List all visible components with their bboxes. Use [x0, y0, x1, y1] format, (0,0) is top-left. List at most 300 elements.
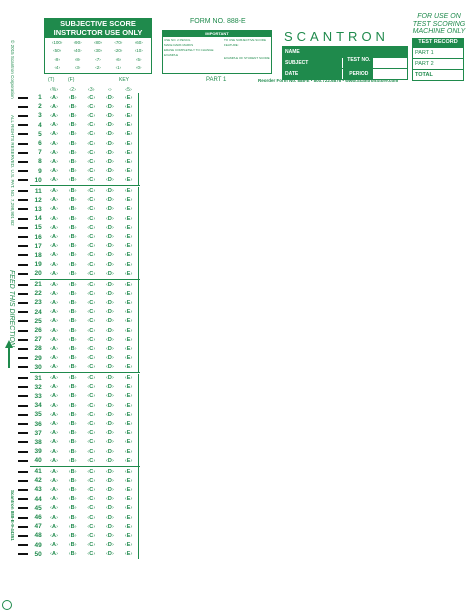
- answer-bubble-b[interactable]: ‹B›: [68, 243, 77, 250]
- answer-bubble-d[interactable]: ‹D›: [106, 168, 114, 175]
- answer-bubble-e[interactable]: ‹E›: [124, 131, 133, 138]
- answer-bubble-b[interactable]: ‹B›: [68, 149, 77, 156]
- answer-bubble-d[interactable]: ‹D›: [106, 103, 114, 110]
- answer-bubble-c[interactable]: ‹C›: [87, 131, 96, 138]
- answer-bubble-a[interactable]: ‹A›: [50, 188, 59, 195]
- answer-bubble-c[interactable]: ‹C›: [87, 532, 96, 539]
- score-bubble[interactable]: ‹20›: [114, 48, 123, 54]
- answer-bubble-d[interactable]: ‹D›: [106, 551, 114, 558]
- answer-bubble-b[interactable]: ‹B›: [68, 384, 77, 391]
- answer-bubble-a[interactable]: ‹A›: [50, 542, 59, 549]
- answer-bubble-a[interactable]: ‹A›: [50, 505, 59, 512]
- answer-bubble-e[interactable]: ‹E›: [124, 140, 133, 147]
- answer-bubble-e[interactable]: ‹E›: [124, 261, 133, 268]
- answer-bubble-a[interactable]: ‹A›: [50, 224, 59, 231]
- answer-bubble-e[interactable]: ‹E›: [124, 299, 133, 306]
- answer-bubble-c[interactable]: ‹C›: [87, 523, 96, 530]
- answer-bubble-d[interactable]: ‹D›: [106, 402, 114, 409]
- answer-bubble-b[interactable]: ‹B›: [68, 336, 77, 343]
- answer-bubble-d[interactable]: ‹D›: [106, 439, 114, 446]
- answer-bubble-b[interactable]: ‹B›: [68, 188, 77, 195]
- answer-bubble-a[interactable]: ‹A›: [50, 514, 59, 521]
- answer-bubble-c[interactable]: ‹C›: [87, 224, 96, 231]
- timing-mark: [18, 357, 28, 359]
- timing-mark: [18, 97, 28, 99]
- answer-bubble-e[interactable]: ‹E›: [124, 149, 133, 156]
- timing-mark: [18, 218, 28, 220]
- answer-bubble-d[interactable]: ‹D›: [106, 318, 114, 325]
- answer-bubble-b[interactable]: ‹B›: [68, 542, 77, 549]
- score-bubble[interactable]: ‹1›: [115, 65, 122, 71]
- answer-bubble-e[interactable]: ‹E›: [124, 215, 133, 222]
- answer-bubble-b[interactable]: ‹B›: [68, 168, 77, 175]
- answer-bubble-d[interactable]: ‹D›: [106, 393, 114, 400]
- answer-bubble-c[interactable]: ‹C›: [87, 158, 96, 165]
- score-bubble[interactable]: ‹10›: [134, 48, 143, 54]
- answer-bubble-d[interactable]: ‹D›: [106, 384, 114, 391]
- answer-bubble-a[interactable]: ‹A›: [50, 122, 59, 129]
- answer-bubble-b[interactable]: ‹B›: [68, 197, 77, 204]
- answer-bubble-d[interactable]: ‹D›: [106, 188, 114, 195]
- answer-bubble-e[interactable]: ‹E›: [124, 486, 133, 493]
- answer-bubble-c[interactable]: ‹C›: [87, 542, 96, 549]
- answer-bubble-a[interactable]: ‹A›: [50, 309, 59, 316]
- answer-bubble-c[interactable]: ‹C›: [87, 290, 96, 297]
- answer-bubble-e[interactable]: ‹E›: [124, 243, 133, 250]
- score-bubble[interactable]: ‹30›: [93, 48, 102, 54]
- score-bubble[interactable]: ‹8›: [74, 56, 81, 62]
- answer-bubble-c[interactable]: ‹C›: [87, 177, 96, 184]
- answer-bubble-c[interactable]: ‹C›: [87, 551, 96, 558]
- answer-bubble-e[interactable]: ‹E›: [124, 457, 133, 464]
- key-bubble[interactable]: ‹%›: [49, 86, 59, 93]
- question-row: [30, 495, 138, 504]
- answer-bubble-a[interactable]: ‹A›: [50, 477, 59, 484]
- answer-bubble-d[interactable]: ‹D›: [106, 94, 114, 101]
- answer-bubble-c[interactable]: ‹C›: [87, 496, 96, 503]
- answer-bubble-c[interactable]: ‹C›: [87, 318, 96, 325]
- answer-bubble-a[interactable]: ‹A›: [50, 421, 59, 428]
- answer-bubble-b[interactable]: ‹B›: [68, 457, 77, 464]
- answer-bubble-d[interactable]: ‹D›: [106, 215, 114, 222]
- answer-bubble-d[interactable]: ‹D›: [106, 158, 114, 165]
- answer-bubble-e[interactable]: ‹E›: [124, 514, 133, 521]
- answer-bubble-b[interactable]: ‹B›: [68, 486, 77, 493]
- question-row: [30, 148, 138, 157]
- answer-bubble-c[interactable]: ‹C›: [87, 188, 96, 195]
- answer-bubble-a[interactable]: ‹A›: [50, 486, 59, 493]
- answer-bubble-c[interactable]: ‹C›: [87, 234, 96, 241]
- answer-bubble-e[interactable]: ‹E›: [124, 168, 133, 175]
- answer-bubble-d[interactable]: ‹D›: [106, 542, 114, 549]
- answer-bubble-e[interactable]: ‹E›: [124, 94, 133, 101]
- answer-bubble-e[interactable]: ‹E›: [124, 448, 133, 455]
- score-bubble[interactable]: ‹90›: [73, 39, 82, 45]
- name-field[interactable]: NAME: [283, 47, 407, 57]
- answer-bubble-b[interactable]: ‹B›: [68, 140, 77, 147]
- answer-bubble-a[interactable]: ‹A›: [50, 149, 59, 156]
- answer-bubble-c[interactable]: ‹C›: [87, 140, 96, 147]
- answer-bubble-e[interactable]: ‹E›: [124, 430, 133, 437]
- answer-bubble-a[interactable]: ‹A›: [50, 411, 59, 418]
- answer-bubble-c[interactable]: ‹C›: [87, 103, 96, 110]
- answer-bubble-e[interactable]: ‹E›: [124, 336, 133, 343]
- answer-bubble-e[interactable]: ‹E›: [124, 477, 133, 484]
- answer-bubble-c[interactable]: ‹C›: [87, 439, 96, 446]
- answer-bubble-a[interactable]: ‹A›: [50, 290, 59, 297]
- answer-bubble-b[interactable]: ‹B›: [68, 224, 77, 231]
- key-bubble[interactable]: ‹3›: [88, 86, 95, 93]
- timing-mark: [18, 199, 28, 201]
- answer-bubble-e[interactable]: ‹E›: [124, 393, 133, 400]
- answer-bubble-b[interactable]: ‹B›: [68, 448, 77, 455]
- answer-bubble-d[interactable]: ‹D›: [106, 149, 114, 156]
- score-bubble[interactable]: ‹70›: [114, 39, 123, 45]
- answer-bubble-d[interactable]: ‹D›: [106, 336, 114, 343]
- answer-bubble-a[interactable]: ‹A›: [50, 299, 59, 306]
- answer-bubble-e[interactable]: ‹E›: [124, 281, 133, 288]
- answer-bubble-c[interactable]: ‹C›: [87, 411, 96, 418]
- answer-bubble-c[interactable]: ‹C›: [87, 309, 96, 316]
- answer-bubble-e[interactable]: ‹E›: [124, 375, 133, 382]
- answer-bubble-e[interactable]: ‹E›: [124, 290, 133, 297]
- answer-bubble-d[interactable]: ‹D›: [106, 299, 114, 306]
- question-number: 18: [34, 251, 42, 259]
- answer-bubble-a[interactable]: ‹A›: [50, 468, 59, 475]
- answer-bubble-b[interactable]: ‹B›: [68, 177, 77, 184]
- date-field[interactable]: DATE: [283, 69, 342, 79]
- answer-bubble-a[interactable]: ‹A›: [50, 402, 59, 409]
- answer-bubble-b[interactable]: ‹B›: [68, 402, 77, 409]
- answer-bubble-e[interactable]: ‹E›: [124, 188, 133, 195]
- answer-bubble-b[interactable]: ‹B›: [68, 439, 77, 446]
- answer-bubble-c[interactable]: ‹C›: [87, 430, 96, 437]
- question-number: 6: [38, 140, 42, 148]
- score-bubble[interactable]: ‹100›: [51, 39, 63, 45]
- answer-bubble-d[interactable]: ‹D›: [106, 448, 114, 455]
- answer-bubble-d[interactable]: ‹D›: [106, 270, 114, 277]
- answer-bubble-e[interactable]: ‹E›: [124, 551, 133, 558]
- answer-bubble-d[interactable]: ‹D›: [106, 122, 114, 129]
- answer-bubble-c[interactable]: ‹C›: [87, 122, 96, 129]
- answer-bubble-e[interactable]: ‹E›: [124, 252, 133, 259]
- answer-bubble-d[interactable]: ‹D›: [106, 411, 114, 418]
- timing-mark: [18, 386, 28, 388]
- answer-bubble-a[interactable]: ‹A›: [50, 336, 59, 343]
- answer-bubble-b[interactable]: ‹B›: [68, 158, 77, 165]
- answer-bubble-d[interactable]: ‹D›: [106, 430, 114, 437]
- answer-bubble-d[interactable]: ‹D›: [106, 112, 114, 119]
- score-row: [45, 55, 151, 64]
- answer-bubble-c[interactable]: ‹C›: [87, 206, 96, 213]
- score-bubble[interactable]: ‹60›: [134, 39, 143, 45]
- answer-bubble-b[interactable]: ‹B›: [68, 345, 77, 352]
- timing-mark: [18, 115, 28, 117]
- answer-bubble-d[interactable]: ‹D›: [106, 206, 114, 213]
- answer-bubble-b[interactable]: ‹B›: [68, 393, 77, 400]
- answer-bubble-b[interactable]: ‹B›: [68, 327, 77, 334]
- answer-bubble-c[interactable]: ‹C›: [87, 421, 96, 428]
- answer-bubble-d[interactable]: ‹D›: [106, 355, 114, 362]
- answer-bubble-c[interactable]: ‹C›: [87, 345, 96, 352]
- answer-bubble-c[interactable]: ‹C›: [87, 94, 96, 101]
- answer-bubble-d[interactable]: ‹D›: [106, 261, 114, 268]
- answer-bubble-c[interactable]: ‹C›: [87, 299, 96, 306]
- answer-bubble-b[interactable]: ‹B›: [68, 131, 77, 138]
- answer-bubble-a[interactable]: ‹A›: [50, 439, 59, 446]
- answer-bubble-e[interactable]: ‹E›: [124, 177, 133, 184]
- answer-bubble-d[interactable]: ‹D›: [106, 496, 114, 503]
- answer-bubble-e[interactable]: ‹E›: [124, 542, 133, 549]
- answer-bubble-d[interactable]: ‹D›: [106, 345, 114, 352]
- answer-bubble-c[interactable]: ‹C›: [87, 215, 96, 222]
- answer-bubble-a[interactable]: ‹A›: [50, 281, 59, 288]
- answer-bubble-b[interactable]: ‹B›: [68, 364, 77, 371]
- score-bubble[interactable]: ‹3›: [74, 65, 81, 71]
- answer-bubble-c[interactable]: ‹C›: [87, 355, 96, 362]
- answer-bubble-c[interactable]: ‹C›: [87, 393, 96, 400]
- answer-bubble-b[interactable]: ‹B›: [68, 430, 77, 437]
- answer-bubble-a[interactable]: ‹A›: [50, 355, 59, 362]
- period-field[interactable]: PERIOD: [342, 69, 373, 79]
- answer-bubble-e[interactable]: ‹E›: [124, 318, 133, 325]
- answer-bubble-b[interactable]: ‹B›: [68, 375, 77, 382]
- answer-bubble-b[interactable]: ‹B›: [68, 252, 77, 259]
- key-bubble[interactable]: ‹5›: [125, 86, 133, 93]
- answer-bubble-d[interactable]: ‹D›: [106, 421, 114, 428]
- answer-bubble-b[interactable]: ‹B›: [68, 309, 77, 316]
- answer-bubble-d[interactable]: ‹D›: [106, 197, 114, 204]
- answer-bubble-b[interactable]: ‹B›: [68, 523, 77, 530]
- score-bubble[interactable]: ‹7›: [95, 56, 101, 62]
- timing-mark: [18, 423, 28, 425]
- answer-bubble-e[interactable]: ‹E›: [124, 224, 133, 231]
- test-no-field[interactable]: TEST NO.: [342, 58, 373, 68]
- answer-bubble-b[interactable]: ‹B›: [68, 532, 77, 539]
- answer-bubble-d[interactable]: ‹D›: [106, 252, 114, 259]
- key-bubble[interactable]: ‹2›: [69, 86, 77, 93]
- answer-bubble-c[interactable]: ‹C›: [87, 477, 96, 484]
- answer-bubble-b[interactable]: ‹B›: [68, 468, 77, 475]
- answer-bubble-d[interactable]: ‹D›: [106, 327, 114, 334]
- answer-bubble-d[interactable]: ‹D›: [106, 243, 114, 250]
- answer-bubble-d[interactable]: ‹D›: [106, 234, 114, 241]
- answer-bubble-d[interactable]: ‹D›: [106, 477, 114, 484]
- answer-bubble-a[interactable]: ‹A›: [50, 496, 59, 503]
- answer-bubble-a[interactable]: ‹A›: [50, 393, 59, 400]
- answer-bubble-e[interactable]: ‹E›: [124, 468, 133, 475]
- answer-bubble-e[interactable]: ‹E›: [124, 206, 133, 213]
- question-row: [30, 289, 138, 298]
- question-row: [30, 102, 138, 111]
- answer-bubble-a[interactable]: ‹A›: [50, 270, 59, 277]
- answer-bubble-c[interactable]: ‹C›: [87, 243, 96, 250]
- answer-bubble-a[interactable]: ‹A›: [50, 327, 59, 334]
- question-number: 31: [34, 374, 42, 382]
- answer-bubble-a[interactable]: ‹A›: [50, 318, 59, 325]
- answer-bubble-e[interactable]: ‹E›: [124, 112, 133, 119]
- answer-bubble-c[interactable]: ‹C›: [87, 402, 96, 409]
- answer-bubble-b[interactable]: ‹B›: [68, 112, 77, 119]
- score-bubble[interactable]: ‹0›: [136, 65, 142, 71]
- answer-bubble-e[interactable]: ‹E›: [124, 402, 133, 409]
- answer-bubble-e[interactable]: ‹E›: [124, 496, 133, 503]
- answer-bubble-a[interactable]: ‹A›: [50, 345, 59, 352]
- answer-bubble-d[interactable]: ‹D›: [106, 457, 114, 464]
- answer-bubble-d[interactable]: ‹D›: [106, 468, 114, 475]
- answer-bubble-a[interactable]: ‹A›: [50, 261, 59, 268]
- answer-bubble-c[interactable]: ‹C›: [87, 468, 96, 475]
- answer-bubble-e[interactable]: ‹E›: [124, 523, 133, 530]
- answer-bubble-a[interactable]: ‹A›: [50, 140, 59, 147]
- answer-bubble-b[interactable]: ‹B›: [68, 234, 77, 241]
- answer-bubble-d[interactable]: ‹D›: [106, 177, 114, 184]
- answer-bubble-a[interactable]: ‹A›: [50, 364, 59, 371]
- answer-bubble-a[interactable]: ‹A›: [50, 168, 59, 175]
- answer-bubble-a[interactable]: ‹A›: [50, 215, 59, 222]
- score-bubble[interactable]: ‹4›: [54, 65, 60, 71]
- answer-bubble-c[interactable]: ‹C›: [87, 252, 96, 259]
- answer-bubble-d[interactable]: ‹D›: [106, 375, 114, 382]
- answer-bubble-c[interactable]: ‹C›: [87, 261, 96, 268]
- answer-bubble-c[interactable]: ‹C›: [87, 457, 96, 464]
- answer-bubble-e[interactable]: ‹E›: [124, 439, 133, 446]
- answer-bubble-b[interactable]: ‹B›: [68, 505, 77, 512]
- question-row: [30, 139, 138, 148]
- answer-bubble-c[interactable]: ‹C›: [87, 384, 96, 391]
- answer-bubble-b[interactable]: ‹B›: [68, 551, 77, 558]
- answer-bubble-c[interactable]: ‹C›: [87, 505, 96, 512]
- answer-bubble-c[interactable]: ‹C›: [87, 336, 96, 343]
- answer-bubble-d[interactable]: ‹D›: [106, 290, 114, 297]
- answer-bubble-b[interactable]: ‹B›: [68, 206, 77, 213]
- answer-bubble-e[interactable]: ‹E›: [124, 158, 133, 165]
- answer-bubble-b[interactable]: ‹B›: [68, 94, 77, 101]
- answer-bubble-e[interactable]: ‹E›: [124, 364, 133, 371]
- answer-bubble-b[interactable]: ‹B›: [68, 122, 77, 129]
- question-row: [30, 456, 138, 465]
- answer-bubble-e[interactable]: ‹E›: [124, 197, 133, 204]
- answer-bubble-c[interactable]: ‹C›: [87, 168, 96, 175]
- answer-bubble-b[interactable]: ‹B›: [68, 355, 77, 362]
- answer-bubble-c[interactable]: ‹C›: [87, 149, 96, 156]
- answer-bubble-b[interactable]: ‹B›: [68, 477, 77, 484]
- answer-bubble-e[interactable]: ‹E›: [124, 309, 133, 316]
- answer-bubble-a[interactable]: ‹A›: [50, 532, 59, 539]
- answer-bubble-a[interactable]: ‹A›: [50, 158, 59, 165]
- score-bubble[interactable]: ‹9›: [54, 56, 60, 62]
- answer-bubble-e[interactable]: ‹E›: [124, 345, 133, 352]
- answer-bubble-d[interactable]: ‹D›: [106, 309, 114, 316]
- answer-bubble-a[interactable]: ‹A›: [50, 94, 59, 101]
- answer-bubble-e[interactable]: ‹E›: [124, 355, 133, 362]
- answer-bubble-a[interactable]: ‹A›: [50, 243, 59, 250]
- answer-bubble-d[interactable]: ‹D›: [106, 486, 114, 493]
- answer-bubble-b[interactable]: ‹B›: [68, 299, 77, 306]
- answer-bubble-e[interactable]: ‹E›: [124, 505, 133, 512]
- answer-bubble-d[interactable]: ‹D›: [106, 505, 114, 512]
- answer-bubble-e[interactable]: ‹E›: [124, 384, 133, 391]
- answer-bubble-d[interactable]: ‹D›: [106, 532, 114, 539]
- answer-bubble-b[interactable]: ‹B›: [68, 421, 77, 428]
- answer-bubble-e[interactable]: ‹E›: [124, 421, 133, 428]
- answer-bubble-c[interactable]: ‹C›: [87, 197, 96, 204]
- answer-bubble-b[interactable]: ‹B›: [68, 270, 77, 277]
- answer-bubble-c[interactable]: ‹C›: [87, 448, 96, 455]
- answer-bubble-c[interactable]: ‹C›: [87, 281, 96, 288]
- answer-bubble-a[interactable]: ‹A›: [50, 375, 59, 382]
- answer-bubble-c[interactable]: ‹C›: [87, 327, 96, 334]
- answer-bubble-b[interactable]: ‹B›: [68, 281, 77, 288]
- answer-bubble-c[interactable]: ‹C›: [87, 514, 96, 521]
- answer-bubble-d[interactable]: ‹D›: [106, 523, 114, 530]
- answer-bubble-a[interactable]: ‹A›: [50, 551, 59, 558]
- test-record-total: TOTAL: [415, 72, 433, 78]
- answer-bubble-a[interactable]: ‹A›: [50, 252, 59, 259]
- answer-bubble-b[interactable]: ‹B›: [68, 261, 77, 268]
- score-bubble[interactable]: ‹80›: [93, 39, 102, 45]
- answer-bubble-e[interactable]: ‹E›: [124, 103, 133, 110]
- timing-mark: [18, 339, 28, 341]
- answer-bubble-e[interactable]: ‹E›: [124, 327, 133, 334]
- answer-bubble-d[interactable]: ‹D›: [106, 281, 114, 288]
- answer-bubble-c[interactable]: ‹C›: [87, 364, 96, 371]
- answer-bubble-c[interactable]: ‹C›: [87, 375, 96, 382]
- answer-bubble-c[interactable]: ‹C›: [87, 270, 96, 277]
- answer-bubble-a[interactable]: ‹A›: [50, 234, 59, 241]
- answer-bubble-b[interactable]: ‹B›: [68, 411, 77, 418]
- score-bubble[interactable]: ‹2›: [95, 65, 101, 71]
- score-bubble[interactable]: ‹5›: [136, 56, 142, 62]
- answer-bubble-a[interactable]: ‹A›: [50, 384, 59, 391]
- answer-bubble-a[interactable]: ‹A›: [50, 112, 59, 119]
- answer-bubble-c[interactable]: ‹C›: [87, 486, 96, 493]
- answer-bubble-a[interactable]: ‹A›: [50, 457, 59, 464]
- score-bubble[interactable]: ‹6›: [115, 56, 122, 62]
- timing-mark: [18, 480, 28, 482]
- answer-bubble-d[interactable]: ‹D›: [106, 131, 114, 138]
- score-bubble[interactable]: ‹50›: [53, 48, 62, 54]
- answer-bubble-a[interactable]: ‹A›: [50, 206, 59, 213]
- answer-bubble-b[interactable]: ‹B›: [68, 290, 77, 297]
- answer-bubble-b[interactable]: ‹B›: [68, 514, 77, 521]
- answer-bubble-a[interactable]: ‹A›: [50, 523, 59, 530]
- answer-bubble-a[interactable]: ‹A›: [50, 197, 59, 204]
- answer-bubble-e[interactable]: ‹E›: [124, 122, 133, 129]
- answer-bubble-b[interactable]: ‹B›: [68, 496, 77, 503]
- answer-bubble-e[interactable]: ‹E›: [124, 411, 133, 418]
- answer-bubble-e[interactable]: ‹E›: [124, 270, 133, 277]
- answer-bubble-e[interactable]: ‹E›: [124, 234, 133, 241]
- answer-bubble-d[interactable]: ‹D›: [106, 140, 114, 147]
- answer-bubble-a[interactable]: ‹A›: [50, 103, 59, 110]
- answer-bubble-b[interactable]: ‹B›: [68, 215, 77, 222]
- answer-bubble-e[interactable]: ‹E›: [124, 532, 133, 539]
- answer-bubble-b[interactable]: ‹B›: [68, 103, 77, 110]
- subject-field[interactable]: SUBJECT: [283, 58, 342, 68]
- answer-bubble-a[interactable]: ‹A›: [50, 131, 59, 138]
- answer-bubble-d[interactable]: ‹D›: [106, 514, 114, 521]
- answer-bubble-d[interactable]: ‹D›: [106, 364, 114, 371]
- key-bubble[interactable]: ‹›: [108, 86, 112, 93]
- answer-bubble-a[interactable]: ‹A›: [50, 177, 59, 184]
- answer-bubble-a[interactable]: ‹A›: [50, 448, 59, 455]
- score-bubble[interactable]: ‹40›: [73, 48, 82, 54]
- answer-bubble-d[interactable]: ‹D›: [106, 224, 114, 231]
- answer-bubble-c[interactable]: ‹C›: [87, 112, 96, 119]
- answer-bubble-b[interactable]: ‹B›: [68, 318, 77, 325]
- answer-bubble-a[interactable]: ‹A›: [50, 430, 59, 437]
